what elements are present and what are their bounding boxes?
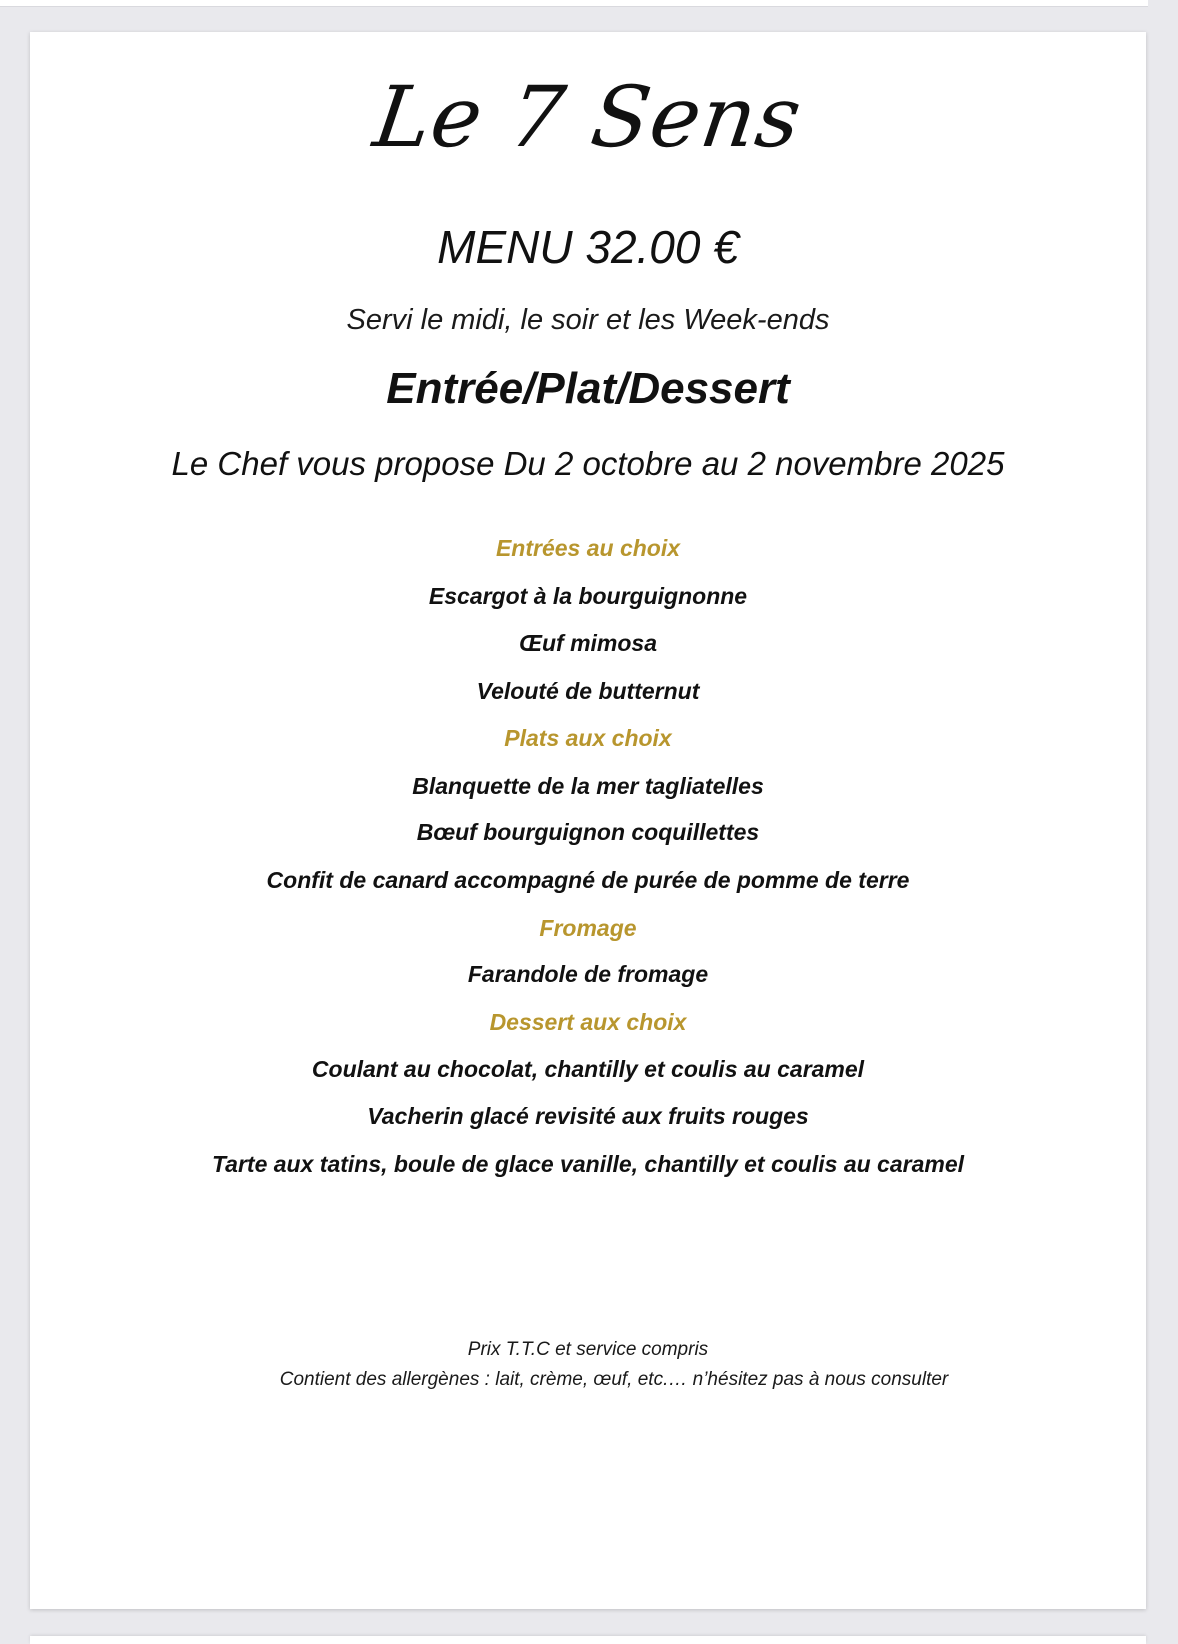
dish-item: Vacherin glacé revisité aux fruits rouges [367,1103,809,1129]
section-heading-desserts: Dessert aux choix [489,1009,687,1035]
dish-item: Escargot à la bourguignonne [428,583,748,609]
section-heading-plats: Plats aux choix [504,725,672,751]
chef-offer-dates: Le Chef vous propose Du 2 octobre au 2 novembre 2025 [171,445,1005,482]
dish-item: Tarte aux tatins, boule de glace vanille, chantilly et coulis au caramel [211,1151,965,1177]
dish-item: Blanquette de la mer tagliatelles [412,773,764,799]
section-heading-entrees: Entrées au choix [495,535,681,561]
dish-item: Coulant au chocolat, chantilly et coulis au caramel [311,1056,865,1082]
dish-item: Confit de canard accompagné de purée de pomme de terre [266,867,910,893]
menu-page [30,32,1146,1609]
menu-price-title: MENU 32.00 € [437,221,739,273]
dish-item: Œuf mimosa [518,630,658,656]
previous-page-edge [0,0,1148,7]
price-note: Prix T.T.C et service compris [467,1339,709,1360]
next-page-edge [30,1636,1146,1644]
dish-item: Bœuf bourguignon coquillettes [416,819,760,845]
section-heading-fromage: Fromage [539,915,637,941]
dish-item: Velouté de butternut [476,678,700,704]
service-times: Servi le midi, le soir et les Week-ends [346,304,830,336]
restaurant-logo-title: Le 7 Sens [368,68,808,166]
dish-item: Farandole de fromage [467,961,709,987]
allergens-note: Contient des allergènes : lait, crème, œuf, etc.… n’hésitez pas à nous consulter [279,1369,949,1390]
formula-heading: Entrée/Plat/Dessert [386,364,790,413]
